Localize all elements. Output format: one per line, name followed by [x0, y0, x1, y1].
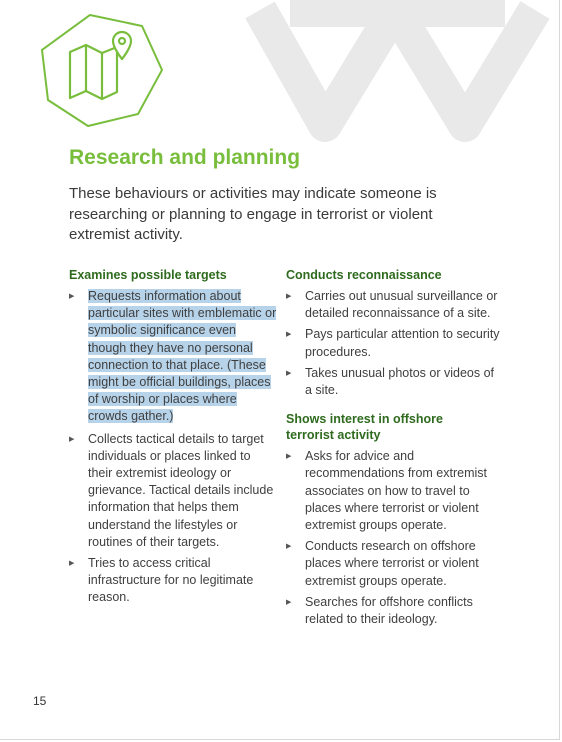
highlighted-text[interactable]: Requests information about particular sites with emblematic or symbolic significance even though they have no personal connection to that place. (These might be official buildings, places of worship or places where crowds gather.): [88, 289, 277, 424]
list-item-text: Collects tactical details to target individuals or places linked to their extremist ideology or grievance. Tactical details include information that helps them understand the lifestyles or routines of their targets.: [88, 431, 274, 549]
triangle-bullet-icon: ▶: [69, 560, 75, 568]
list-item-text: Conducts research on offshore places where terrorist or violent extremist groups operate.: [305, 539, 479, 588]
section-heading-reconnaissance: Conducts reconnaissance: [286, 268, 442, 282]
targets-list: [69, 288, 277, 607]
list-item-text: Carries out unusual surveillance or detailed reconnaissance of a site.: [305, 289, 498, 321]
list-item[interactable]: [69, 288, 277, 426]
triangle-bullet-icon: ▶: [69, 435, 75, 443]
list-item-text: Asks for advice and recommendations from extremist associates on how to travel to places where terrorist or violent extremist groups operate.: [305, 449, 488, 533]
triangle-bullet-icon: ▶: [286, 453, 292, 461]
triangle-bullet-icon: ▶: [69, 293, 75, 300]
list-item: [286, 326, 501, 360]
right-column: [286, 267, 501, 628]
list-item: [69, 555, 277, 607]
list-item-text: Searches for offshore conflicts related to their ideology.: [305, 594, 473, 627]
section-heading-examines-targets: Examines possible targets: [69, 268, 227, 282]
list-item-text: Takes unusual photos or videos of a site.: [305, 365, 495, 398]
triangle-bullet-icon: ▶: [286, 543, 292, 551]
list-item: [286, 538, 501, 590]
offshore-list: [286, 448, 501, 628]
list-item: [286, 594, 501, 628]
list-item: [286, 365, 501, 399]
list-item-text: Tries to access critical infrastructure for no legitimate reason.: [88, 556, 254, 605]
triangle-bullet-icon: ▶: [286, 293, 292, 300]
page-number: 15: [33, 694, 47, 708]
list-item-text: Pays particular attention to security procedures.: [305, 327, 500, 359]
left-column: [69, 267, 277, 607]
list-item: [286, 448, 501, 534]
list-item: [69, 431, 277, 551]
map-location-icon: [38, 12, 166, 130]
section-heading-offshore: Shows interest in offshore terrorist activity: [286, 412, 443, 443]
triangle-bullet-icon: ▶: [286, 369, 292, 377]
intro-paragraph: These behaviours or activities may indicate someone is researching or planning to engage in terrorist or violent extremist activity.: [69, 185, 437, 243]
triangle-bullet-icon: ▶: [286, 331, 292, 339]
page-title: Research and planning: [69, 146, 301, 169]
triangle-bullet-icon: ▶: [286, 598, 292, 606]
reconnaissance-list: [286, 288, 501, 399]
watermark-graphic: [230, 0, 560, 150]
list-item: [286, 288, 501, 322]
